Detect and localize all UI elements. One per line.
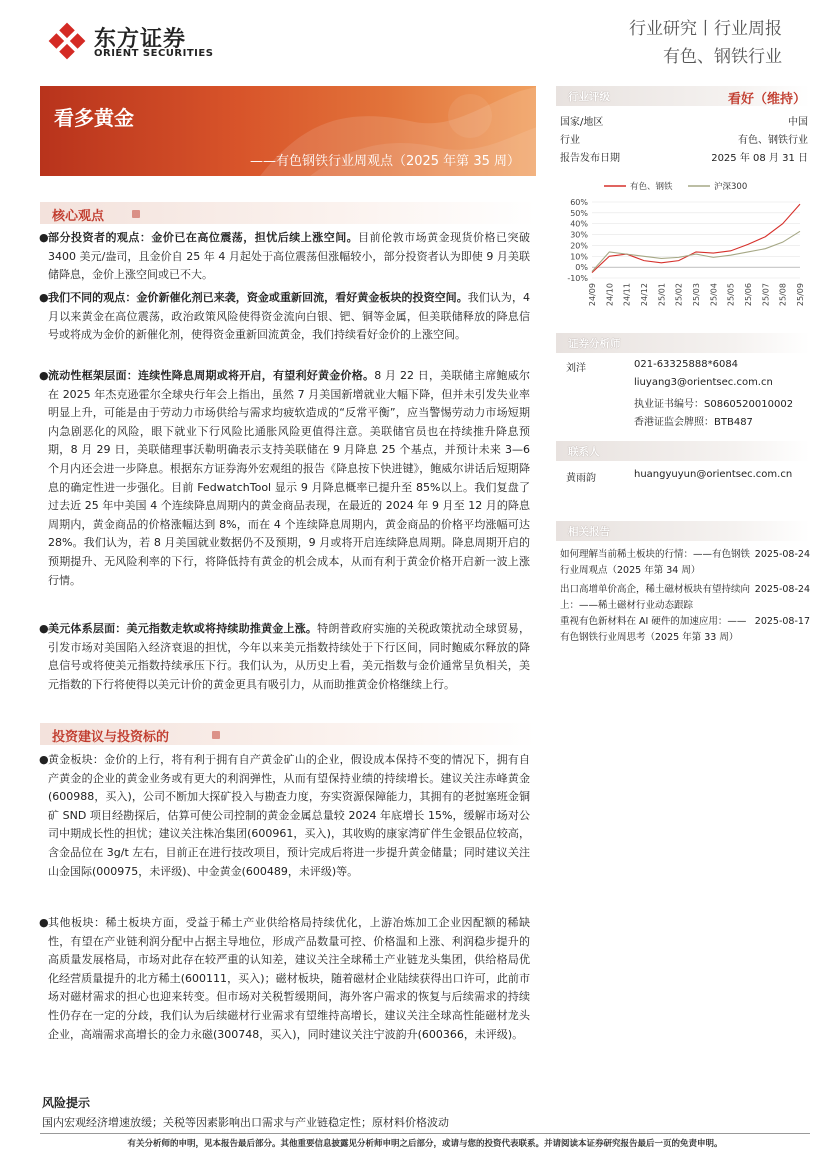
- related-report-title[interactable]: 出口高增单价高企，稀土磁材板块有望持续向上：——稀土磁材行业动态跟踪: [560, 584, 751, 611]
- paragraph-lead: 部分投资者的观点：金价已在高位震荡，担忧后续上涨空间。: [48, 231, 359, 244]
- info-value: 有色、钢铁行业: [738, 135, 808, 146]
- contact-name: 黄雨韵: [566, 473, 596, 484]
- analyst-email[interactable]: liuyang3@orientsec.com.cn: [634, 377, 773, 388]
- related-report-date: 2025-08-24: [754, 549, 810, 560]
- x-tick-label: 24/11: [622, 283, 632, 307]
- title-banner: [40, 86, 536, 176]
- x-tick-label: 24/12: [640, 283, 649, 307]
- paragraph-body: 8 月 22 日，美联储主席鲍威尔在 2025 年杰克逊霍尔全球央行年会上指出，虽然 7 月美国新增就业大幅下降，但并未引发失业率明显上升，可能是由于劳动力市场供给与需求均疲软造成的“反常平衡”，应当警惕劳动力市场短期内急剧恶化的风险，眼下就业下行风险比通胀风险更值得注意。美联储官员也在持续推升降息预期，8 月 29 日，美联储理事沃勒明确表示支持美联储在 9 月降息 25 个基点，并预计未来 3—6 个月内还会进一步降息。根据东方证券海外宏观组的报告《降息按下快进键》，鲍威尔讲话后短期降息的确定性进一步强化。目前 FedwatchTool 显示 9 月降息概率已提升至 85%以上。我们复盘了过去近 25 年中美国 4 个连续降息周期内的黄金商品表现，在最近的 2024 年 9 月至 12 月的降息周期内，黄金商品的价格涨幅达到 8%，而在 4 个连续降息周期内，黄金商品的价格平均涨幅可达 28%。我们认为，若 8 月美国就业数据仍不及预期，9 月或将开启连续降息周期。降息周期开启的预期提升、无风险利率的下行，将降低持有黄金的机会成本，从而有利于黄金价格开启新一波上涨行情。: [48, 369, 530, 587]
- investment-paragraph-1: [39, 751, 530, 881]
- legend-label: 有色、钢铁: [630, 182, 673, 192]
- core-view-paragraph-1: [39, 229, 531, 285]
- series-line: [592, 204, 800, 272]
- performance-chart: [558, 176, 810, 312]
- x-tick-label: 25/02: [674, 283, 684, 307]
- analyst-name: 刘洋: [566, 363, 586, 374]
- y-tick-label: 0%: [575, 263, 588, 273]
- footer-disclaimer: 有关分析师的申明，见本报告最后部分。其他重要信息披露见分析师申明之后部分，或请与您的投资代表联系。并请阅读本证券研究报告最后一页的免责申明。: [127, 1139, 723, 1149]
- analyst-cert: 执业证书编号：S0860520010002: [634, 399, 794, 410]
- x-tick-label: 24/10: [605, 283, 615, 307]
- paragraph-body: 目前伦敦市场黄金现货价格已突破 3400 美元/盎司，且金价自 25 年 4 月起处于高位震荡但涨幅较小，部分投资者认为即使 9 月美联储降息，金价上涨空间或已不大。: [48, 231, 531, 282]
- logo-mark: [48, 22, 86, 60]
- y-tick-label: 10%: [570, 252, 588, 262]
- decor-square-icon: [132, 210, 140, 218]
- rating-header: [556, 86, 810, 106]
- paragraph-body: 其他板块：稀土板块方面，受益于稀土产业供给格局持续优化，上游冶炼加工企业因配额的稀缺性，有望在产业链利润分配中占据主导地位，形成产品数量可控、价格温和上涨、利润稳步提升的高质量发展格局，市场对此存在较严重的认知差，建议关注全球稀土产业链龙头集团，供给格局优化经营质量提升的北方稀土(600111，买入)；磁材板块，随着磁材企业陆续获得出口许可，此前市场对磁材需求的担心也迎来转变。但市场对关税暂缓期间，海外客户需求的恢复与后续需求的持续性仍存在一定的分歧，我们认为后续磁材行业需求有望维持高增长，建议关注全球高性能磁材龙头企业，高端需求高增长的金力永磁(300748，买入)，同时建议关注宁波韵升(600366，未评级)。: [48, 916, 530, 1041]
- bullet-icon: ●: [39, 231, 49, 244]
- x-tick-label: 25/08: [778, 283, 788, 307]
- contact-header: [556, 441, 810, 461]
- related-report-item[interactable]: [560, 614, 810, 645]
- risk-title: 风险提示: [42, 1096, 91, 1110]
- chart-y-axis: [567, 198, 800, 283]
- decor-square-icon: [212, 731, 220, 739]
- x-tick-label: 24/09: [588, 283, 597, 307]
- paragraph-body: 黄金板块：金价的上行，将有利于拥有自产黄金矿山的企业，假设成本保持不变的情况下，拥有自产黄金的企业的黄金业务或有更大的利润弹性，从而有望保持业绩的持续增长。建议关注赤峰黄金(600988，买入)，公司不断加大探矿投入与勘查力度，夯实资源保障能力，其拥有的老挝塞班金铜矿 SND 项目经勘探后，估算可使公司控制的黄金金属总量较 2024 年底增长 15%，缓解市场对公司中期成长性的担忧；建议关注株冶集团(600961，买入)，其收购的康家湾矿伴生金银品位较高，含金品位在 3g/t 左右，目前正在进行技改项目，预计完成后将进一步提升黄金储量；同时建议关注山金国际(000975，未评级)、中金黄金(600489，未评级)等。: [48, 753, 530, 878]
- chart-series: [592, 204, 800, 272]
- related-report-item[interactable]: [560, 582, 810, 613]
- core-view-header: [40, 202, 536, 224]
- info-label: 国家/地区: [560, 117, 604, 128]
- chart-x-axis: [588, 283, 805, 306]
- report-type: 行业研究丨行业周报: [629, 19, 782, 39]
- section-title: 核心观点: [52, 209, 105, 224]
- core-view-paragraph-2: [39, 289, 530, 345]
- info-label: 行业: [560, 135, 580, 146]
- info-row-region: [560, 113, 808, 128]
- info-value: 2025 年 08 月 31 日: [711, 153, 808, 164]
- section-title: 投资建议与投资标的: [52, 730, 170, 745]
- bullet-icon: ●: [39, 916, 49, 929]
- analyst-hk-license: 香港证监会牌照：BTB487: [634, 417, 753, 428]
- related-header: [556, 521, 810, 541]
- paragraph-body: 特朗普政府实施的关税政策扰动全球贸易，引发市场对美国陷入经济衰退的担忧，今年以来美元指数持续处于下行区间，同时鲍威尔释放的降息信号或将使美元指数持续承压下行。我们认为，从历史上看，美元指数与金价通常呈负相关，美元指数的下行将使得以美元计价的黄金更具有吸引力，从而助推黄金价格继续上行。: [48, 622, 531, 691]
- sidebar-header-label: 联系人: [568, 446, 600, 458]
- legend-label: 沪深300: [714, 182, 748, 192]
- y-tick-label: 20%: [570, 241, 588, 251]
- y-tick-label: 60%: [570, 198, 588, 207]
- y-tick-label: 40%: [570, 219, 588, 229]
- footer-divider: [40, 1133, 810, 1134]
- core-view-paragraph-4: [39, 620, 531, 694]
- x-tick-label: 25/07: [761, 283, 771, 307]
- x-tick-label: 25/05: [726, 283, 736, 307]
- analyst-phone: 021-63325888*6084: [634, 359, 739, 370]
- paragraph-body: 我们认为，4 月以来黄金在高位震荡，政治政策风险使得资金流向白银、钯、铜等金属，但美联储释放的降息信号或将成为金价的新催化剂，使得资金重新回流黄金，我们持续看好金价的上涨空间。: [48, 291, 530, 342]
- bullet-icon: ●: [39, 369, 49, 382]
- paragraph-lead: 流动性框架层面：连续性降息周期或将开启，有望利好黄金价格。: [48, 369, 375, 382]
- info-value: 中国: [788, 117, 808, 128]
- related-report-date: 2025-08-24: [754, 584, 810, 595]
- info-row-date: [560, 149, 808, 164]
- x-tick-label: 25/06: [744, 283, 753, 307]
- investment-paragraph-2: [39, 914, 530, 1044]
- logo-text: 东方证券: [94, 27, 187, 52]
- analyst-header: [556, 333, 810, 353]
- bullet-icon: ●: [39, 291, 49, 304]
- y-tick-label: -10%: [567, 274, 588, 283]
- risk-text: 国内宏观经济增速放缓；关税等因素影响出口需求与产业链稳定性；原材料价格波动: [42, 1116, 449, 1129]
- logo-english: ORIENT SECURITIES: [94, 48, 214, 59]
- info-label: 报告发布日期: [560, 153, 620, 164]
- core-view-paragraph-3: [39, 367, 530, 590]
- y-tick-label: 50%: [570, 208, 588, 218]
- bullet-icon: ●: [39, 753, 49, 766]
- report-industry: 有色、钢铁行业: [663, 47, 782, 67]
- x-tick-label: 25/04: [709, 283, 719, 307]
- x-tick-label: 25/09: [796, 283, 805, 307]
- investment-header: [40, 723, 536, 745]
- paragraph-lead: 美元体系层面：美元指数走软或将持续助推黄金上涨。: [48, 622, 318, 635]
- paragraph-lead: 我们不同的观点：金价新催化剂已来袭，资金或重新回流，看好黄金板块的投资空间。: [48, 291, 468, 304]
- info-row-industry: [560, 131, 808, 146]
- report-subtitle: ——有色钢铁行业周观点（2025 年第 35 周）: [249, 154, 520, 169]
- contact-email[interactable]: huangyuyun@orientsec.com.cn: [634, 469, 793, 480]
- rating-value: 看好（维持）: [727, 92, 806, 107]
- x-tick-label: 25/03: [692, 283, 701, 307]
- sidebar-header-label: 相关报告: [568, 526, 610, 538]
- related-report-date: 2025-08-17: [754, 616, 810, 627]
- related-report-title[interactable]: 重视有色新材料在 AI 硬件的加速应用：——有色钢铁行业周思考（2025 年第 33 周）: [560, 616, 747, 643]
- report-title: 看多黄金: [54, 106, 134, 130]
- y-tick-label: 30%: [570, 230, 588, 240]
- x-tick-label: 25/01: [657, 283, 667, 307]
- bullet-icon: ●: [39, 622, 49, 635]
- sidebar-header-label: 行业评级: [568, 91, 610, 103]
- related-report-title[interactable]: 如何理解当前稀土板块的行情：——有色钢铁行业周观点（2025 年第 34 周）: [560, 549, 751, 576]
- sidebar-header-label: 证券分析师: [568, 338, 621, 350]
- chart-legend: [604, 181, 747, 192]
- related-report-item[interactable]: [560, 547, 810, 578]
